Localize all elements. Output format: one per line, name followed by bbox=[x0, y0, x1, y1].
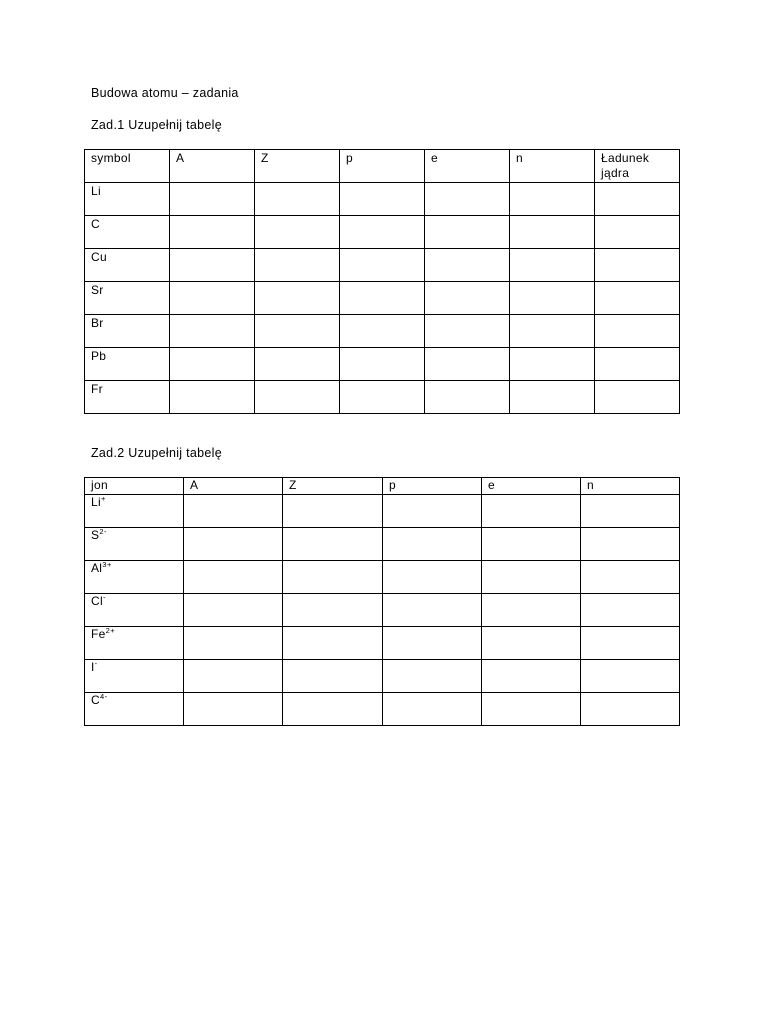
task1-symbol-cell: Cu bbox=[85, 249, 170, 282]
page-title: Budowa atomu – zadania bbox=[91, 86, 239, 100]
task1-symbol-cell: Li bbox=[85, 183, 170, 216]
answer-cell[interactable] bbox=[482, 594, 581, 627]
answer-cell[interactable] bbox=[383, 495, 482, 528]
table-row bbox=[85, 693, 680, 726]
table-row bbox=[85, 660, 680, 693]
task1-symbol-cell: Br bbox=[85, 315, 170, 348]
answer-cell[interactable] bbox=[581, 660, 680, 693]
task2-ion-cell bbox=[85, 495, 184, 528]
task1-col-nuclear-charge: Ładunek jądra bbox=[595, 150, 680, 183]
ion-symbol: C bbox=[91, 693, 100, 707]
task2-ion-cell bbox=[85, 693, 184, 726]
answer-cell[interactable] bbox=[255, 249, 340, 282]
answer-cell[interactable] bbox=[170, 183, 255, 216]
answer-cell[interactable] bbox=[595, 183, 680, 216]
task1-col-z: Z bbox=[255, 150, 340, 183]
answer-cell[interactable] bbox=[482, 660, 581, 693]
answer-cell[interactable] bbox=[482, 693, 581, 726]
task2-ion-cell bbox=[85, 594, 184, 627]
answer-cell[interactable] bbox=[170, 216, 255, 249]
task2-col-z: Z bbox=[283, 478, 383, 495]
task2-col-ion: jon bbox=[85, 478, 184, 495]
answer-cell[interactable] bbox=[283, 561, 383, 594]
answer-cell[interactable] bbox=[170, 348, 255, 381]
table-row bbox=[85, 282, 680, 315]
ion-charge: - bbox=[94, 659, 98, 668]
answer-cell[interactable] bbox=[340, 348, 425, 381]
answer-cell[interactable] bbox=[170, 381, 255, 414]
answer-cell[interactable] bbox=[425, 216, 510, 249]
answer-cell[interactable] bbox=[482, 627, 581, 660]
answer-cell[interactable] bbox=[340, 282, 425, 315]
answer-cell[interactable] bbox=[595, 216, 680, 249]
table-row bbox=[85, 561, 680, 594]
task2-ion-cell bbox=[85, 660, 184, 693]
answer-cell[interactable] bbox=[595, 348, 680, 381]
answer-cell[interactable] bbox=[170, 315, 255, 348]
answer-cell[interactable] bbox=[510, 216, 595, 249]
answer-cell[interactable] bbox=[482, 561, 581, 594]
answer-cell[interactable] bbox=[170, 249, 255, 282]
task2-header-row bbox=[85, 478, 680, 495]
answer-cell[interactable] bbox=[581, 495, 680, 528]
answer-cell[interactable] bbox=[425, 249, 510, 282]
task2-col-n: n bbox=[581, 478, 680, 495]
answer-cell[interactable] bbox=[184, 627, 283, 660]
answer-cell[interactable] bbox=[510, 348, 595, 381]
ion-symbol: Cl bbox=[91, 594, 103, 608]
answer-cell[interactable] bbox=[184, 561, 283, 594]
answer-cell[interactable] bbox=[255, 216, 340, 249]
task1-col-a: A bbox=[170, 150, 255, 183]
table-row bbox=[85, 216, 680, 249]
answer-cell[interactable] bbox=[340, 216, 425, 249]
answer-cell[interactable] bbox=[255, 282, 340, 315]
answer-cell[interactable] bbox=[283, 528, 383, 561]
answer-cell[interactable] bbox=[340, 381, 425, 414]
answer-cell[interactable] bbox=[184, 660, 283, 693]
answer-cell[interactable] bbox=[581, 693, 680, 726]
answer-cell[interactable] bbox=[255, 315, 340, 348]
answer-cell[interactable] bbox=[595, 282, 680, 315]
answer-cell[interactable] bbox=[340, 183, 425, 216]
answer-cell[interactable] bbox=[184, 528, 283, 561]
answer-cell[interactable] bbox=[425, 282, 510, 315]
table-row bbox=[85, 183, 680, 216]
answer-cell[interactable] bbox=[425, 183, 510, 216]
task1-symbol-cell: Sr bbox=[85, 282, 170, 315]
ion-charge: 2+ bbox=[105, 626, 116, 635]
task2-col-p: p bbox=[383, 478, 482, 495]
answer-cell[interactable] bbox=[283, 660, 383, 693]
task1-symbol-cell: Fr bbox=[85, 381, 170, 414]
answer-cell[interactable] bbox=[383, 660, 482, 693]
table-row bbox=[85, 627, 680, 660]
answer-cell[interactable] bbox=[482, 528, 581, 561]
answer-cell[interactable] bbox=[383, 693, 482, 726]
answer-cell[interactable] bbox=[283, 627, 383, 660]
answer-cell[interactable] bbox=[184, 594, 283, 627]
answer-cell[interactable] bbox=[510, 183, 595, 216]
ion-charge: 2- bbox=[99, 527, 107, 536]
task1-col-p: p bbox=[340, 150, 425, 183]
answer-cell[interactable] bbox=[510, 249, 595, 282]
answer-cell[interactable] bbox=[425, 348, 510, 381]
ion-charge: - bbox=[102, 593, 106, 602]
answer-cell[interactable] bbox=[581, 561, 680, 594]
task1-symbol-cell: Pb bbox=[85, 348, 170, 381]
task1-symbol-cell: C bbox=[85, 216, 170, 249]
answer-cell[interactable] bbox=[255, 348, 340, 381]
table-row bbox=[85, 495, 680, 528]
task1-col-symbol: symbol bbox=[85, 150, 170, 183]
answer-cell[interactable] bbox=[383, 627, 482, 660]
ion-charge: + bbox=[100, 494, 106, 503]
answer-cell[interactable] bbox=[170, 282, 255, 315]
answer-cell[interactable] bbox=[425, 315, 510, 348]
ion-charge: 3+ bbox=[102, 560, 112, 569]
answer-cell[interactable] bbox=[510, 315, 595, 348]
answer-cell[interactable] bbox=[383, 594, 482, 627]
ion-charge: 4- bbox=[99, 692, 108, 701]
answer-cell[interactable] bbox=[283, 495, 383, 528]
ion-symbol: S bbox=[91, 528, 100, 542]
answer-cell[interactable] bbox=[595, 381, 680, 414]
task2-col-a: A bbox=[184, 478, 283, 495]
answer-cell[interactable] bbox=[581, 528, 680, 561]
task2-col-e: e bbox=[482, 478, 581, 495]
answer-cell[interactable] bbox=[510, 381, 595, 414]
answer-cell[interactable] bbox=[255, 381, 340, 414]
answer-cell[interactable] bbox=[595, 249, 680, 282]
task2-heading: Zad.2 Uzupełnij tabelę bbox=[91, 446, 222, 460]
answer-cell[interactable] bbox=[184, 495, 283, 528]
table-row bbox=[85, 528, 680, 561]
table-row bbox=[85, 348, 680, 381]
table-row bbox=[85, 249, 680, 282]
table-row bbox=[85, 315, 680, 348]
answer-cell[interactable] bbox=[184, 693, 283, 726]
ion-symbol: Fe bbox=[91, 627, 106, 641]
answer-cell[interactable] bbox=[340, 315, 425, 348]
task1-heading: Zad.1 Uzupełnij tabelę bbox=[91, 118, 222, 132]
task1-header-row bbox=[85, 150, 680, 183]
answer-cell[interactable] bbox=[595, 315, 680, 348]
answer-cell[interactable] bbox=[383, 561, 482, 594]
ion-symbol: I bbox=[91, 660, 95, 674]
task2-ion-cell bbox=[85, 561, 184, 594]
answer-cell[interactable] bbox=[383, 528, 482, 561]
answer-cell[interactable] bbox=[283, 594, 383, 627]
ion-symbol: Li bbox=[91, 495, 101, 509]
task1-col-n: n bbox=[510, 150, 595, 183]
answer-cell[interactable] bbox=[482, 495, 581, 528]
table-row bbox=[85, 381, 680, 414]
task2-ion-cell bbox=[85, 627, 184, 660]
task2-ion-cell bbox=[85, 528, 184, 561]
answer-cell[interactable] bbox=[283, 693, 383, 726]
answer-cell[interactable] bbox=[340, 249, 425, 282]
answer-cell[interactable] bbox=[255, 183, 340, 216]
answer-cell[interactable] bbox=[581, 627, 680, 660]
answer-cell[interactable] bbox=[425, 381, 510, 414]
answer-cell[interactable] bbox=[581, 594, 680, 627]
ion-symbol: Al bbox=[91, 561, 103, 575]
answer-cell[interactable] bbox=[510, 282, 595, 315]
task1-table bbox=[84, 149, 680, 414]
table-row bbox=[85, 594, 680, 627]
task2-table bbox=[84, 477, 680, 726]
task1-col-e: e bbox=[425, 150, 510, 183]
